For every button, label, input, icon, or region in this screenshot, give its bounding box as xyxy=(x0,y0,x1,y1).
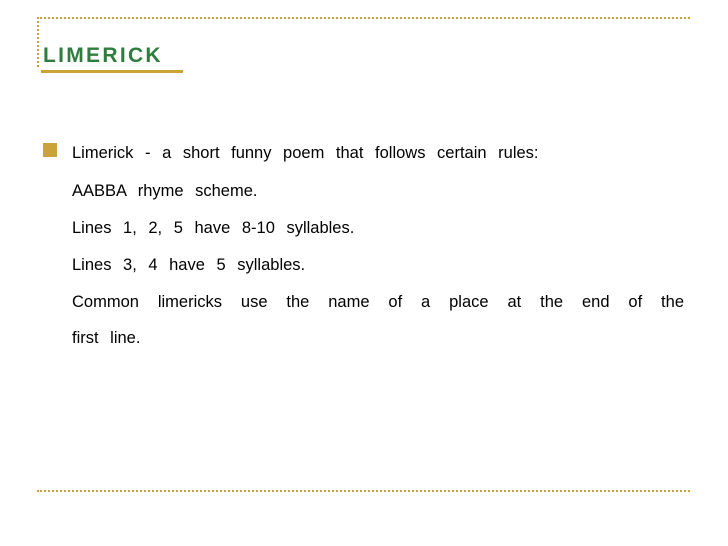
slide-title: LIMERICK xyxy=(43,44,163,67)
bottom-dotted-divider xyxy=(37,490,690,492)
title-underline xyxy=(41,40,183,73)
top-dotted-divider xyxy=(37,17,690,19)
left-dotted-divider xyxy=(37,17,39,67)
body-text-line: Lines 1, 2, 5 have 8-10 syllables. xyxy=(72,219,355,237)
body-text-line: Common limericks use the name of a place at the end of the xyxy=(72,293,684,311)
body-text-line: Limerick - a short funny poem that follows certain rules: xyxy=(72,144,539,162)
body-text-line: first line. xyxy=(72,329,141,347)
body-text-line: Lines 3, 4 have 5 syllables. xyxy=(72,256,306,274)
square-bullet-icon xyxy=(43,143,57,157)
body-text-line: AABBA rhyme scheme. xyxy=(72,182,258,200)
